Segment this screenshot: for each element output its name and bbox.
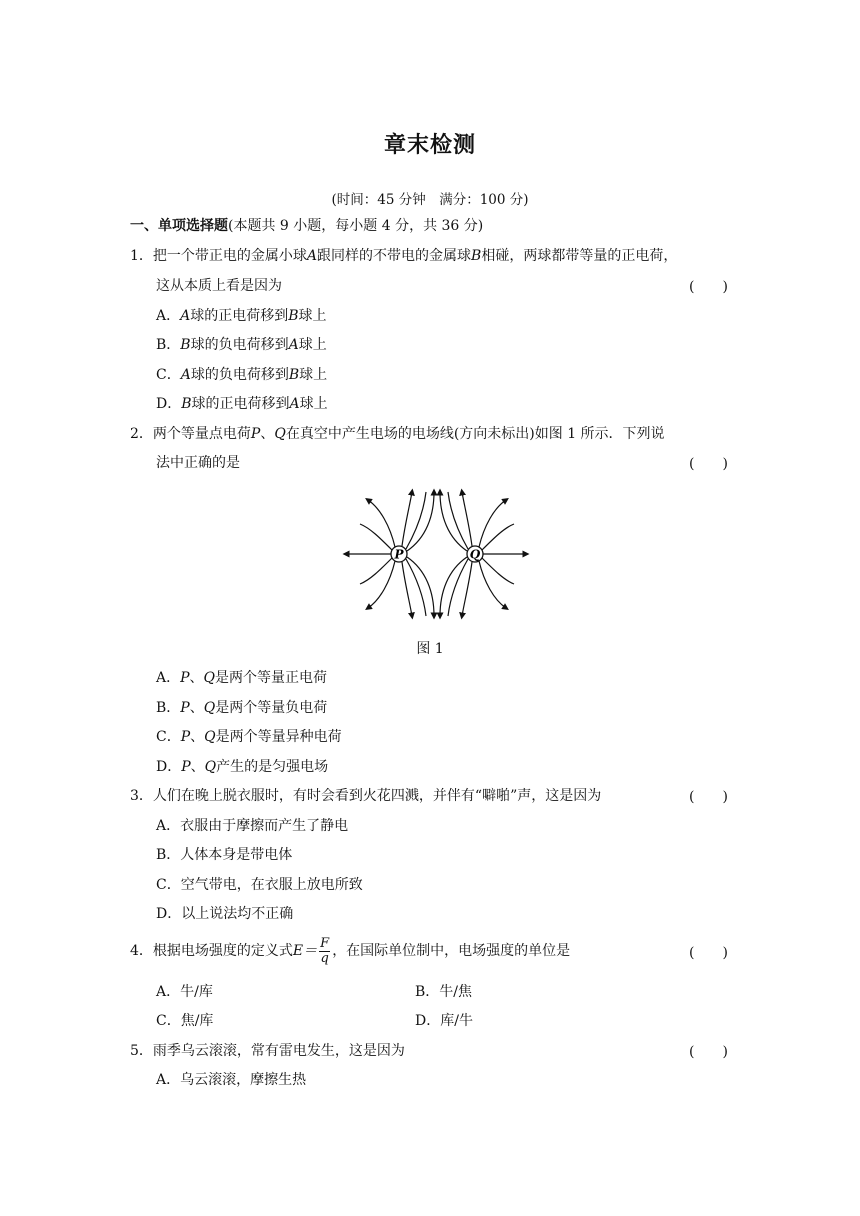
option-var: A	[180, 367, 191, 383]
q3-option-c	[156, 875, 363, 895]
question-1-line-2: 这从本质上看是因为	[156, 278, 282, 294]
option-text: 球的正电荷移到	[191, 396, 290, 412]
field-line	[448, 492, 468, 549]
q1-option-c	[156, 365, 327, 385]
option-var: P	[180, 700, 190, 716]
option-text: 是两个等量负电荷	[215, 700, 328, 716]
option-label: C．	[156, 367, 181, 383]
option-text: 球的负电荷移到	[190, 367, 289, 383]
q4-text-b: ，在国际单位制中，电场强度的单位是	[332, 943, 571, 959]
option-label: B．	[156, 847, 181, 863]
option-label: C．	[156, 1013, 181, 1029]
field-line	[406, 492, 426, 549]
q1-option-d	[156, 394, 328, 414]
q1-option-a	[156, 306, 327, 326]
q3-option-d	[156, 904, 293, 924]
option-var: A	[288, 337, 299, 353]
field-line	[360, 558, 392, 584]
option-label: A．	[156, 984, 181, 1000]
charge-q-label: Q	[469, 547, 481, 562]
field-line	[402, 492, 412, 546]
option-text: 焦/库	[180, 1013, 214, 1029]
q4-formula-denominator: q	[320, 950, 329, 966]
q2-text-b: 在真空中产生电场的电场线(方向未标出)如图 1 所示．下列说	[285, 426, 665, 442]
q2-sep: 、	[260, 426, 275, 442]
option-text: 球的正电荷移到	[190, 308, 289, 324]
page-title: 章末检测	[383, 133, 476, 158]
q4-text-a: 4．根据电场强度的定义式	[130, 943, 293, 959]
option-label: D．	[156, 759, 182, 775]
option-var: B	[181, 396, 192, 412]
option-text: 是两个等量正电荷	[215, 670, 328, 686]
option-text: 球的负电荷移到	[190, 337, 289, 353]
option-var: P	[180, 670, 190, 686]
question-1-line-1	[130, 246, 677, 266]
question-4-line-1	[130, 934, 570, 968]
q4-option-c	[156, 1011, 213, 1031]
q1-var-a: A	[306, 248, 318, 264]
answer-blank-q4: ( )	[689, 945, 728, 961]
q4-formula-lhs: E＝	[292, 943, 318, 959]
option-label: A．	[156, 1072, 181, 1088]
option-var: B	[288, 367, 300, 383]
section-note: (本题共 9 小题，每小题 4 分，共 36 分)	[228, 218, 484, 234]
option-label: A．	[156, 670, 181, 686]
answer-blank-q5: ( )	[689, 1044, 728, 1060]
q1-text-c: 相碰，两球都带等量的正电荷，	[481, 248, 678, 264]
option-var: P	[180, 729, 191, 745]
q2-option-b	[156, 698, 327, 718]
field-line	[406, 559, 426, 616]
q2-option-a	[156, 668, 327, 688]
answer-blank-q3: ( )	[689, 789, 728, 805]
option-label: A．	[156, 818, 181, 834]
option-label: C．	[156, 877, 181, 893]
option-text: 产生的是匀强电场	[216, 759, 329, 775]
figure-caption: 图 1	[416, 641, 444, 657]
q2-option-d	[156, 757, 328, 777]
q1-text-b: 跟同样的不带电的金属球	[317, 248, 472, 264]
answer-blank-q1: ( )	[689, 279, 728, 295]
option-text: 空气带电，在衣服上放电所致	[180, 877, 363, 893]
q1-text-a: 1．把一个带正电的金属小球	[130, 248, 307, 264]
field-line	[360, 524, 392, 550]
q2-text-a: 2．两个等量点电荷	[130, 426, 251, 442]
option-var: Q	[203, 670, 216, 686]
q2-var-q: Q	[274, 426, 286, 442]
q2-var-p: P	[250, 426, 261, 442]
option-text: 球上	[298, 337, 327, 353]
option-sep: 、	[190, 729, 205, 745]
option-var: A	[180, 308, 191, 324]
q1-option-b	[156, 335, 327, 355]
option-var: Q	[203, 700, 216, 716]
field-line	[407, 557, 434, 616]
exam-info: (时间：45 分钟 满分：100 分)	[331, 192, 529, 208]
option-text: 乌云滚滚，摩擦生热	[180, 1072, 307, 1088]
option-text: 衣服由于摩擦而产生了静电	[180, 818, 349, 834]
option-label: B．	[156, 337, 181, 353]
field-line	[462, 562, 472, 616]
option-var: B	[180, 337, 191, 353]
option-label: D．	[156, 906, 182, 922]
option-var: Q	[204, 729, 216, 745]
answer-blank-q2: ( )	[689, 456, 728, 472]
field-line	[402, 562, 412, 616]
q5-option-a	[156, 1070, 306, 1090]
option-label: B．	[415, 984, 440, 1000]
q4-option-a	[156, 982, 213, 1002]
q3-option-b	[156, 845, 292, 865]
q4-formula-fraction	[319, 937, 330, 966]
option-sep: 、	[189, 670, 204, 686]
q4-option-b	[415, 982, 472, 1002]
option-label: D．	[156, 396, 182, 412]
option-label: D．	[415, 1013, 441, 1029]
option-text: 人体本身是带电体	[180, 847, 293, 863]
option-sep: 、	[190, 759, 205, 775]
q1-var-b: B	[471, 248, 482, 264]
option-var: A	[289, 396, 300, 412]
option-label: B．	[156, 700, 181, 716]
option-text: 以上说法均不正确	[181, 906, 294, 922]
option-sep: 、	[189, 700, 204, 716]
section-heading	[130, 216, 483, 236]
question-5-line-1: 5．雨季乌云滚滚，常有雷电发生，这是因为	[130, 1043, 405, 1059]
option-text: 球上	[298, 308, 327, 324]
option-text: 球上	[299, 367, 328, 383]
electric-field-lines-figure	[340, 488, 530, 620]
question-2-line-2: 法中正确的是	[156, 455, 240, 471]
charge-p-label: P	[394, 547, 404, 562]
field-line	[407, 492, 434, 551]
option-var: Q	[204, 759, 217, 775]
section-title: 一、单项选择题	[130, 218, 228, 234]
q4-option-d	[415, 1011, 473, 1031]
option-text: 球上	[299, 396, 328, 412]
q3-option-a	[156, 816, 348, 836]
option-text: 库/牛	[440, 1013, 473, 1029]
field-line	[462, 492, 472, 546]
field-line	[448, 559, 468, 616]
option-label: A．	[156, 308, 181, 324]
field-line	[440, 557, 467, 616]
option-text: 是两个等量异种电荷	[215, 729, 342, 745]
field-line	[482, 524, 514, 550]
question-2-line-1	[130, 424, 665, 444]
option-text: 牛/焦	[439, 984, 473, 1000]
option-var: B	[288, 308, 299, 324]
question-3-line-1: 3．人们在晚上脱衣服时，有时会看到火花四溅，并伴有“噼啪”声，这是因为	[130, 788, 602, 804]
option-var: P	[181, 759, 191, 775]
field-line	[440, 492, 467, 551]
option-text: 牛/库	[180, 984, 213, 1000]
q2-option-c	[156, 727, 342, 747]
q4-formula-numerator: F	[320, 935, 330, 951]
option-label: C．	[156, 729, 181, 745]
field-line	[482, 558, 514, 584]
